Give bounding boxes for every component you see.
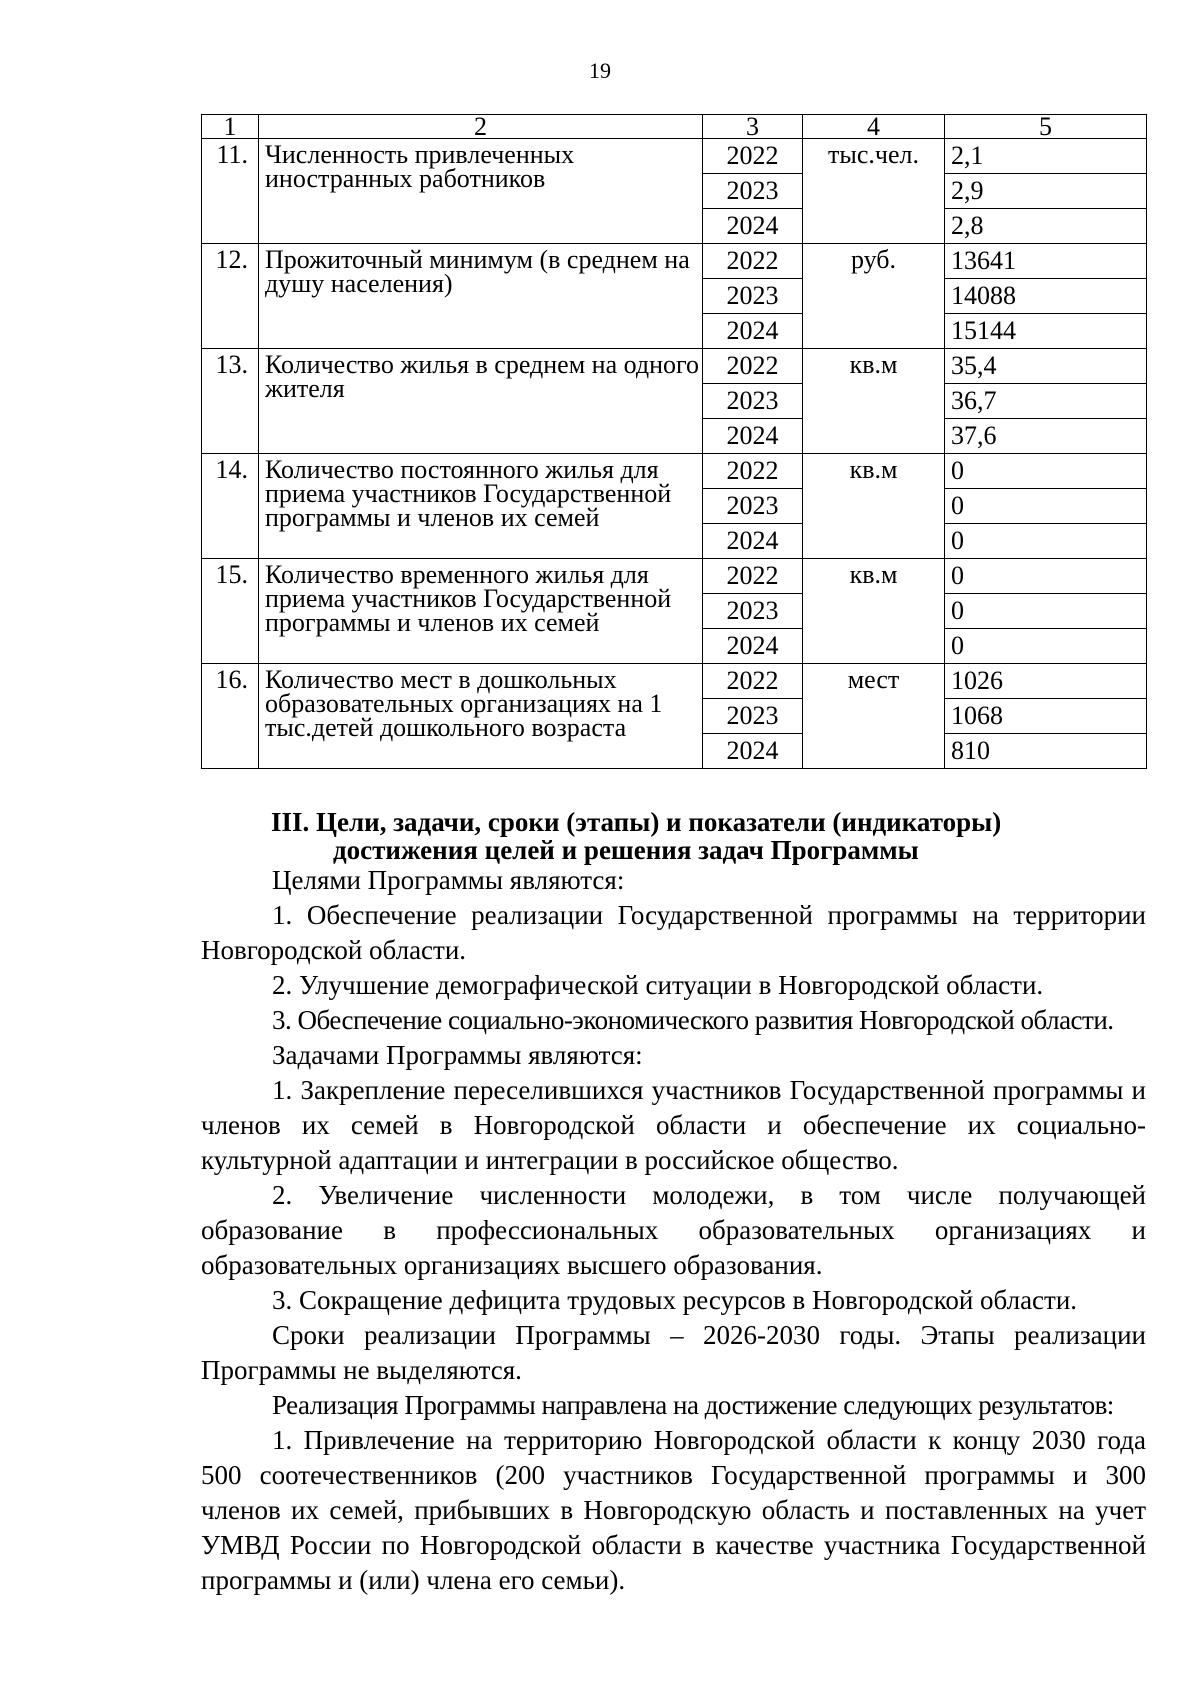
year-cell: 2023 (703, 279, 803, 314)
paragraph: 3. Обеспечение социально-экономического развития Новгородской области. (272, 1005, 1114, 1035)
year-cell: 2023 (703, 174, 803, 209)
row-number: 11. (202, 139, 259, 244)
year-cell: 2022 (703, 559, 803, 594)
table-row (202, 244, 1147, 279)
table-row (202, 139, 1147, 174)
row-number: 14. (202, 454, 259, 559)
section-heading-line: достижения целей и решения задач Программы (333, 835, 919, 865)
value-cell: 2,1 (945, 139, 1147, 174)
section-heading (201, 808, 1146, 864)
value-cell: 1026 (945, 664, 1147, 699)
section-heading-line: III. Цели, задачи, сроки (этапы) и показатели (индикаторы) (271, 807, 1002, 837)
year-cell: 2023 (703, 699, 803, 734)
year-cell: 2024 (703, 314, 803, 349)
indicators-table (201, 114, 1147, 769)
year-cell: 2024 (703, 209, 803, 244)
table-row (202, 664, 1147, 699)
row-number: 16. (202, 664, 259, 769)
year-cell: 2022 (703, 244, 803, 279)
unit-cell: кв.м (803, 454, 945, 559)
table-row (202, 559, 1147, 594)
value-cell: 0 (945, 629, 1147, 664)
value-cell: 2,8 (945, 209, 1147, 244)
unit-cell: кв.м (803, 349, 945, 454)
table-header-row (202, 115, 1147, 139)
paragraph: Сроки реализации Программы – 2026-2030 годы. Этапы реализации Программы не выделяются. (201, 1320, 1146, 1385)
year-cell: 2024 (703, 734, 803, 769)
value-cell: 0 (945, 559, 1147, 594)
page-number: 19 (589, 58, 611, 83)
year-cell: 2022 (703, 139, 803, 174)
year-cell: 2022 (703, 454, 803, 489)
value-cell: 14088 (945, 279, 1147, 314)
indicator-name: Прожиточный минимум (в среднем на душу населения) (259, 244, 703, 349)
paragraph: Целями Программы являются: (272, 865, 625, 895)
value-cell: 0 (945, 594, 1147, 629)
indicator-name: Количество постоянного жилья для приема участников Государственной программы и членов их семей (259, 454, 703, 559)
table-row (202, 454, 1147, 489)
value-cell: 15144 (945, 314, 1147, 349)
unit-cell: руб. (803, 244, 945, 349)
header-cell: 4 (803, 115, 945, 139)
year-cell: 2023 (703, 384, 803, 419)
indicator-name: Количество жилья в среднем на одного жителя (259, 349, 703, 454)
value-cell: 13641 (945, 244, 1147, 279)
unit-cell: тыс.чел. (803, 139, 945, 244)
row-number: 12. (202, 244, 259, 349)
year-cell: 2023 (703, 489, 803, 524)
value-cell: 810 (945, 734, 1147, 769)
unit-cell: мест (803, 664, 945, 769)
header-cell: 5 (945, 115, 1147, 139)
row-number: 13. (202, 349, 259, 454)
indicator-name: Численность привлеченных иностранных работников (259, 139, 703, 244)
indicator-name: Количество временного жилья для приема участников Государственной программы и членов их семей (259, 559, 703, 664)
year-cell: 2022 (703, 664, 803, 699)
paragraph: Реализация Программы направлена на достижение следующих результатов: (272, 1390, 1114, 1420)
paragraph: 2. Улучшение демографической ситуации в Новгородской области. (272, 970, 1044, 1000)
indicator-name: Количество мест в дошкольных образовательных организациях на 1 тыс.детей дошкольного возраста (259, 664, 703, 769)
value-cell: 35,4 (945, 349, 1147, 384)
year-cell: 2024 (703, 419, 803, 454)
value-cell: 0 (945, 489, 1147, 524)
paragraph: 1. Обеспечение реализации Государственной программы на территории Новгородской области. (201, 900, 1146, 965)
paragraph: 1. Закрепление переселившихся участников Государственной программы и членов их семей в Новгородской области и обеспечение их социально-культурной адаптации и интеграции в российское общество. (201, 1075, 1146, 1175)
unit-cell: кв.м (803, 559, 945, 664)
paragraph: 3. Сокращение дефицита трудовых ресурсов в Новгородской области. (272, 1285, 1078, 1315)
header-cell: 3 (703, 115, 803, 139)
year-cell: 2024 (703, 629, 803, 664)
year-cell: 2023 (703, 594, 803, 629)
header-cell: 2 (259, 115, 703, 139)
section-body (201, 863, 1146, 1598)
paragraph: Задачами Программы являются: (272, 1040, 643, 1070)
value-cell: 0 (945, 524, 1147, 559)
value-cell: 37,6 (945, 419, 1147, 454)
value-cell: 2,9 (945, 174, 1147, 209)
paragraph: 1. Привлечение на территорию Новгородской области к концу 2030 года 500 соотечественников (200 участников Государственной программы и 300 членов их семей, прибывших в Новгородскую область и поставленных на учет УМВД России по Новгородской области в качестве участника Государственной программы и (или) члена его семьи). (201, 1425, 1146, 1595)
year-cell: 2024 (703, 524, 803, 559)
header-cell: 1 (202, 115, 259, 139)
value-cell: 1068 (945, 699, 1147, 734)
row-number: 15. (202, 559, 259, 664)
year-cell: 2022 (703, 349, 803, 384)
paragraph: 2. Увеличение численности молодежи, в том числе получающей образование в профессиональных образовательных организациях и образовательных организациях высшего образования. (201, 1180, 1146, 1280)
table-row (202, 349, 1147, 384)
value-cell: 0 (945, 454, 1147, 489)
value-cell: 36,7 (945, 384, 1147, 419)
